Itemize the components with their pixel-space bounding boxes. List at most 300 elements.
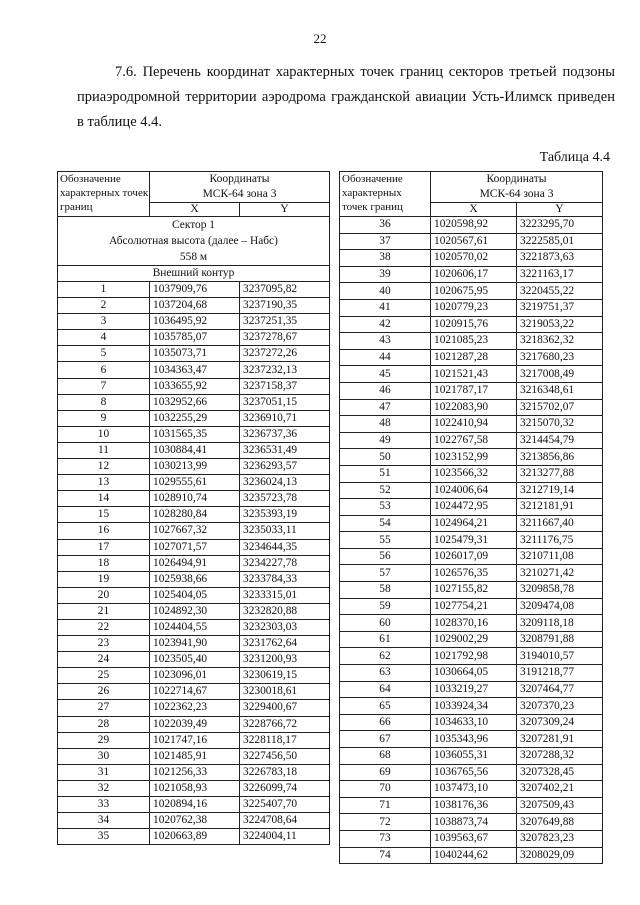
point-number: 26 (58, 684, 150, 700)
table-row (340, 299, 603, 316)
point-number: 39 (340, 266, 431, 283)
coord-x: 1020606,17 (431, 266, 517, 283)
coord-y: 3222585,01 (517, 233, 603, 250)
header-coordinates-right (431, 172, 603, 203)
point-number: 28 (58, 716, 150, 732)
coord-y: 3235033,11 (240, 523, 330, 539)
table-row (340, 830, 603, 847)
table-row (340, 283, 603, 300)
table-row (58, 539, 330, 555)
coord-x: 1023941,90 (150, 636, 240, 652)
coord-y: 3215070,32 (517, 416, 603, 433)
table-row (58, 636, 330, 652)
table-row (58, 587, 330, 603)
coord-x: 1034363,47 (150, 362, 240, 378)
point-number: 49 (340, 432, 431, 449)
point-number: 37 (340, 233, 431, 250)
coord-y: 3236737,36 (240, 426, 330, 442)
coord-y: 3219053,22 (517, 316, 603, 333)
coord-x: 1027155,82 (431, 582, 517, 599)
coord-x: 1020567,61 (431, 233, 517, 250)
table-row (340, 499, 603, 516)
coord-x: 1035343,96 (431, 731, 517, 748)
coord-y: 3236531,49 (240, 442, 330, 458)
point-number: 66 (340, 714, 431, 731)
header-y-right: Y (517, 203, 603, 217)
coord-y: 3213277,88 (517, 465, 603, 482)
coord-y: 3228118,17 (240, 732, 330, 748)
coord-y: 3226783,18 (240, 764, 330, 780)
coord-y: 3236024,13 (240, 475, 330, 491)
point-number: 25 (58, 668, 150, 684)
coord-y: 3207464,77 (517, 681, 603, 698)
table-row (340, 847, 603, 864)
coord-y: 3227456,50 (240, 748, 330, 764)
table-row (58, 797, 330, 813)
point-number: 43 (340, 333, 431, 350)
point-number: 34 (58, 813, 150, 829)
coord-y: 3209474,08 (517, 598, 603, 615)
point-number: 54 (340, 515, 431, 532)
coord-y: 3207402,21 (517, 781, 603, 798)
table-row (340, 582, 603, 599)
coord-x: 1020570,02 (431, 250, 517, 267)
coord-x: 1023505,40 (150, 652, 240, 668)
table-row (340, 333, 603, 350)
table-row (340, 698, 603, 715)
coord-y: 3237051,15 (240, 394, 330, 410)
coord-x: 1021787,17 (431, 382, 517, 399)
coord-x: 1021085,23 (431, 333, 517, 350)
coord-y: 3224708,64 (240, 813, 330, 829)
coord-x: 1025404,05 (150, 587, 240, 603)
coord-y: 3209858,78 (517, 582, 603, 599)
point-number: 67 (340, 731, 431, 748)
coord-y: 3210711,08 (517, 548, 603, 565)
table-row (58, 378, 330, 394)
point-number: 31 (58, 764, 150, 780)
point-number: 61 (340, 631, 431, 648)
coord-y: 3235393,19 (240, 507, 330, 523)
coord-y: 3214454,79 (517, 432, 603, 449)
coord-y: 3231200,93 (240, 652, 330, 668)
coord-y: 3237232,13 (240, 362, 330, 378)
table-row (340, 515, 603, 532)
coord-x: 1035073,71 (150, 346, 240, 362)
table-row (340, 349, 603, 366)
coord-y: 3220455,22 (517, 283, 603, 300)
coord-x: 1020663,89 (150, 829, 240, 845)
coord-y: 3207509,43 (517, 797, 603, 814)
coord-x: 1037473,10 (431, 781, 517, 798)
table-row (340, 548, 603, 565)
table-row (340, 316, 603, 333)
coord-y: 3209118,18 (517, 615, 603, 632)
table-row (340, 665, 603, 682)
coord-x: 1022039,49 (150, 716, 240, 732)
point-number: 56 (340, 548, 431, 565)
coord-x: 1020675,95 (431, 283, 517, 300)
point-number: 23 (58, 636, 150, 652)
point-number: 50 (340, 449, 431, 466)
point-number: 33 (58, 797, 150, 813)
table-row (340, 631, 603, 648)
coord-y: 3223295,70 (517, 217, 603, 234)
table-row (58, 813, 330, 829)
point-number: 24 (58, 652, 150, 668)
coord-x: 1033924,34 (431, 698, 517, 715)
coord-y: 3213856,86 (517, 449, 603, 466)
sector-info (58, 217, 330, 266)
table-row (340, 250, 603, 267)
table-row (340, 598, 603, 615)
header-coord-title: Координаты (209, 173, 270, 185)
table-row (340, 714, 603, 731)
point-number: 22 (58, 619, 150, 635)
table-row (340, 615, 603, 632)
table-row (340, 233, 603, 250)
coord-x: 1029555,61 (150, 475, 240, 491)
coord-y: 3217008,49 (517, 366, 603, 383)
coord-x: 1024892,30 (150, 603, 240, 619)
coord-x: 1038873,74 (431, 814, 517, 831)
point-number: 13 (58, 475, 150, 491)
header-coord-title-right: Координаты (486, 173, 547, 185)
table-row (58, 491, 330, 507)
coord-x: 1031565,35 (150, 426, 240, 442)
point-number: 16 (58, 523, 150, 539)
coord-x: 1023566,32 (431, 465, 517, 482)
coord-x: 1035785,07 (150, 330, 240, 346)
point-number: 20 (58, 587, 150, 603)
coord-x: 1033219,27 (431, 681, 517, 698)
header-x: X (150, 203, 240, 217)
point-number: 11 (58, 442, 150, 458)
coord-x: 1030664,05 (431, 665, 517, 682)
coord-x: 1022410,94 (431, 416, 517, 433)
point-number: 7 (58, 378, 150, 394)
coord-x: 1036765,56 (431, 764, 517, 781)
table-row (58, 330, 330, 346)
coord-x: 1021256,33 (150, 764, 240, 780)
coord-x: 1038176,36 (431, 797, 517, 814)
coord-x: 1020598,92 (431, 217, 517, 234)
coord-y: 3207823,23 (517, 830, 603, 847)
point-number: 41 (340, 299, 431, 316)
coord-y: 3221873,63 (517, 250, 603, 267)
coord-y: 3194010,57 (517, 648, 603, 665)
table-row (58, 652, 330, 668)
point-number: 59 (340, 598, 431, 615)
coord-y: 3232820,88 (240, 603, 330, 619)
point-number: 15 (58, 507, 150, 523)
point-number: 5 (58, 346, 150, 362)
point-number: 72 (340, 814, 431, 831)
coord-x: 1021485,91 (150, 748, 240, 764)
coord-y: 3216348,61 (517, 382, 603, 399)
table-row (58, 459, 330, 475)
table-row (58, 764, 330, 780)
point-number: 10 (58, 426, 150, 442)
point-number: 14 (58, 491, 150, 507)
table-row (58, 475, 330, 491)
coord-y: 3208029,09 (517, 847, 603, 864)
table-row (340, 432, 603, 449)
table-row (58, 314, 330, 330)
coord-y: 3207649,88 (517, 814, 603, 831)
point-number: 18 (58, 555, 150, 571)
table-row (58, 780, 330, 796)
table-row (58, 282, 330, 298)
coord-x: 1023096,01 (150, 668, 240, 684)
table-row (58, 668, 330, 684)
table-row (340, 748, 603, 765)
point-number: 64 (340, 681, 431, 698)
point-number: 27 (58, 700, 150, 716)
coord-x: 1020915,76 (431, 316, 517, 333)
coord-x: 1023152,99 (431, 449, 517, 466)
point-number: 57 (340, 565, 431, 582)
coord-y: 3237190,35 (240, 298, 330, 314)
coord-y: 3207281,91 (517, 731, 603, 748)
coord-x: 1024472,95 (431, 499, 517, 516)
table-row (340, 382, 603, 399)
coord-x: 1030213,99 (150, 459, 240, 475)
coord-x: 1040244,62 (431, 847, 517, 864)
table-row (340, 482, 603, 499)
coord-x: 1024964,21 (431, 515, 517, 532)
point-number: 17 (58, 539, 150, 555)
point-number: 68 (340, 748, 431, 765)
point-number: 60 (340, 615, 431, 632)
point-number: 69 (340, 764, 431, 781)
intro-text: 7.6. Перечень координат характерных точек границ секторов третьей подзоны приаэродромной территории аэродрома гражданской авиации Усть-Илимск приведен в таблице 4.4. (77, 64, 615, 130)
page-number: 22 (313, 31, 327, 46)
point-number: 6 (58, 362, 150, 378)
table-row (58, 748, 330, 764)
point-number: 48 (340, 416, 431, 433)
coord-x: 1027667,32 (150, 523, 240, 539)
coord-y: 3212181,91 (517, 499, 603, 516)
coord-x: 1029002,29 (431, 631, 517, 648)
coord-x: 1039563,67 (431, 830, 517, 847)
table-row (340, 416, 603, 433)
coord-y: 3217680,23 (517, 349, 603, 366)
coord-y: 3207370,23 (517, 698, 603, 715)
coord-x: 1026017,09 (431, 548, 517, 565)
coord-y: 3207309,24 (517, 714, 603, 731)
coord-y: 3212719,14 (517, 482, 603, 499)
coord-x: 1021792,98 (431, 648, 517, 665)
coordinates-table-right (339, 171, 603, 864)
point-number: 29 (58, 732, 150, 748)
coord-y: 3225407,70 (240, 797, 330, 813)
table-row (58, 603, 330, 619)
coord-y: 3207288,32 (517, 748, 603, 765)
header-coord-system-right: МСК-64 зона 3 (479, 188, 554, 200)
header-point-label-right: Обозначение характерных точек границ (340, 172, 431, 217)
coord-x: 1036495,92 (150, 314, 240, 330)
intro-paragraph (77, 60, 615, 135)
coord-x: 1028370,16 (431, 615, 517, 632)
point-number: 2 (58, 298, 150, 314)
coord-x: 1024404,55 (150, 619, 240, 635)
table-row (340, 449, 603, 466)
point-number: 44 (340, 349, 431, 366)
table-row (58, 619, 330, 635)
coord-x: 1032952,66 (150, 394, 240, 410)
coord-x: 1020762,38 (150, 813, 240, 829)
point-number: 73 (340, 830, 431, 847)
coord-y: 3218362,32 (517, 333, 603, 350)
coord-x: 1036055,31 (431, 748, 517, 765)
coord-y: 3221163,17 (517, 266, 603, 283)
point-number: 8 (58, 394, 150, 410)
coord-y: 3226099,74 (240, 780, 330, 796)
point-number: 51 (340, 465, 431, 482)
table-row (340, 797, 603, 814)
table-row (58, 700, 330, 716)
coord-x: 1020894,16 (150, 797, 240, 813)
coord-y: 3233315,01 (240, 587, 330, 603)
sector-title: Сектор 1 (172, 219, 215, 231)
table-row (340, 731, 603, 748)
table-row (58, 829, 330, 845)
header-point-label: Обозначение характерных точек границ (58, 172, 150, 217)
coord-x: 1033655,92 (150, 378, 240, 394)
coord-x: 1027071,57 (150, 539, 240, 555)
coord-y: 3211176,75 (517, 532, 603, 549)
coord-x: 1022767,58 (431, 432, 517, 449)
coord-x: 1037204,68 (150, 298, 240, 314)
coord-y: 3228766,72 (240, 716, 330, 732)
sector-height-value: 558 м (179, 251, 208, 263)
coord-y: 3230018,61 (240, 684, 330, 700)
coord-y: 3219751,37 (517, 299, 603, 316)
coord-y: 3237095,82 (240, 282, 330, 298)
coord-x: 1021747,16 (150, 732, 240, 748)
coord-y: 3233784,33 (240, 571, 330, 587)
header-y: Y (240, 203, 330, 217)
coord-y: 3234644,35 (240, 539, 330, 555)
coord-y: 3237158,37 (240, 378, 330, 394)
table-caption: Таблица 4.4 (539, 150, 610, 165)
coord-y: 3230619,15 (240, 668, 330, 684)
point-number: 19 (58, 571, 150, 587)
sector-height-label: Абсолютная высота (далее – Набс) (109, 235, 278, 247)
table-row (340, 648, 603, 665)
header-x-right: X (431, 203, 517, 217)
point-number: 35 (58, 829, 150, 845)
coord-y: 3236293,57 (240, 459, 330, 475)
table-row (58, 394, 330, 410)
coord-x: 1037909,76 (150, 282, 240, 298)
coord-y: 3215702,07 (517, 399, 603, 416)
table-row (58, 298, 330, 314)
coord-y: 3210271,42 (517, 565, 603, 582)
coord-x: 1022083,90 (431, 399, 517, 416)
point-number: 62 (340, 648, 431, 665)
point-number: 70 (340, 781, 431, 798)
coord-x: 1027754,21 (431, 598, 517, 615)
coord-y: 3207328,45 (517, 764, 603, 781)
header-coordinates (150, 172, 330, 203)
coord-x: 1028280,84 (150, 507, 240, 523)
table-row (340, 399, 603, 416)
coord-x: 1030884,41 (150, 442, 240, 458)
coord-y: 3232303,03 (240, 619, 330, 635)
table-row (58, 346, 330, 362)
point-number: 4 (58, 330, 150, 346)
coord-x: 1025479,31 (431, 532, 517, 549)
table-row (58, 523, 330, 539)
table-row (340, 814, 603, 831)
coord-x: 1020779,23 (431, 299, 517, 316)
point-number: 42 (340, 316, 431, 333)
contour-label: Внешний контур (58, 266, 330, 282)
point-number: 3 (58, 314, 150, 330)
point-number: 12 (58, 459, 150, 475)
point-number: 32 (58, 780, 150, 796)
point-number: 65 (340, 698, 431, 715)
coord-y: 3237272,26 (240, 346, 330, 362)
point-number: 47 (340, 399, 431, 416)
table-row (58, 362, 330, 378)
point-number: 40 (340, 283, 431, 300)
coord-x: 1025938,66 (150, 571, 240, 587)
table-row (340, 532, 603, 549)
point-number: 63 (340, 665, 431, 682)
coord-x: 1028910,74 (150, 491, 240, 507)
coord-x: 1034633,10 (431, 714, 517, 731)
point-number: 1 (58, 282, 150, 298)
table-row (340, 781, 603, 798)
table-row (340, 764, 603, 781)
point-number: 46 (340, 382, 431, 399)
point-number: 55 (340, 532, 431, 549)
coord-y: 3231762,64 (240, 636, 330, 652)
table-row (340, 565, 603, 582)
point-number: 36 (340, 217, 431, 234)
coord-y: 3224004,11 (240, 829, 330, 845)
point-number: 58 (340, 582, 431, 599)
table-row (58, 732, 330, 748)
coord-y: 3208791,88 (517, 631, 603, 648)
coord-y: 3191218,77 (517, 665, 603, 682)
point-number: 30 (58, 748, 150, 764)
coord-y: 3229400,67 (240, 700, 330, 716)
table-row (340, 366, 603, 383)
table-row (340, 217, 603, 234)
point-number: 74 (340, 847, 431, 864)
table-row (58, 571, 330, 587)
point-number: 52 (340, 482, 431, 499)
table-row (58, 716, 330, 732)
table-row (58, 410, 330, 426)
point-number: 38 (340, 250, 431, 267)
coord-y: 3235723,78 (240, 491, 330, 507)
coord-y: 3211667,40 (517, 515, 603, 532)
coord-x: 1021058,93 (150, 780, 240, 796)
table-row (58, 426, 330, 442)
header-coord-system: МСК-64 зона 3 (202, 188, 277, 200)
table-row (58, 684, 330, 700)
coord-y: 3234227,78 (240, 555, 330, 571)
coordinates-table-left (57, 171, 330, 845)
coord-x: 1026576,35 (431, 565, 517, 582)
coord-x: 1021521,43 (431, 366, 517, 383)
coord-y: 3236910,71 (240, 410, 330, 426)
